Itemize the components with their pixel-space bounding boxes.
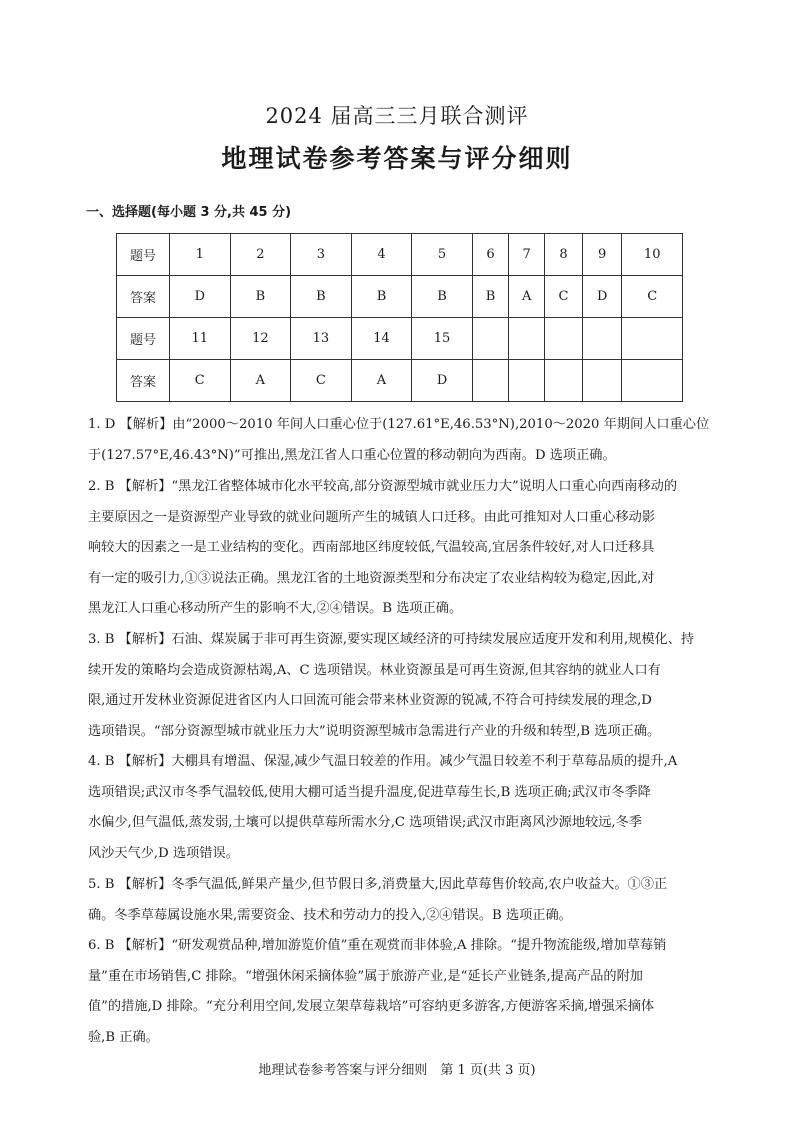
table-cell: 6 bbox=[472, 234, 508, 276]
explanation-line: 于(127.57°E,46.43°N)”可推出,黑龙江省人口重心位置的移动朝向为西南。D 选项正确。 bbox=[88, 447, 616, 463]
table-cell: B bbox=[351, 276, 412, 318]
table-cell bbox=[582, 360, 621, 402]
table-cell: D bbox=[170, 276, 231, 318]
explanation-line: 验,B 正确。 bbox=[88, 1029, 159, 1045]
explanation-2 bbox=[88, 472, 716, 625]
explanation-line: 确。冬季草莓属设施水果,需要资金、技术和劳动力的投入,②④错误。B 选项正确。 bbox=[88, 907, 572, 923]
explanation-line: 4. B 【解析】大棚具有增温、保湿,减少气温日较差的作用。减少气温日较差不利于草莓品质的提升,A bbox=[88, 754, 678, 769]
table-cell: D bbox=[582, 276, 621, 318]
explanation-6 bbox=[88, 931, 716, 1053]
explanation-line: 主要原因之一是资源型产业导致的就业问题所产生的城镇人口迁移。由此可推知对人口重心移动影 bbox=[88, 509, 656, 525]
document-title: 地理试卷参考答案与评分细则 bbox=[221, 144, 573, 173]
explanation-line: 值”的措施,D 排除。“充分利用空间,发展立架草莓栽培”可容纳更多游客,方便游客采摘,增强采摘体 bbox=[88, 999, 655, 1015]
table-cell bbox=[622, 318, 683, 360]
page-footer: 地理试卷参考答案与评分细则 第 1 页(共 3 页) bbox=[258, 1063, 536, 1078]
table-cell: 7 bbox=[509, 234, 545, 276]
table-cell: C bbox=[170, 360, 231, 402]
table-row-header: 答案 bbox=[117, 276, 170, 318]
table-cell: 10 bbox=[622, 234, 683, 276]
table-cell bbox=[472, 318, 508, 360]
table-cell bbox=[622, 360, 683, 402]
table-cell: 1 bbox=[170, 234, 231, 276]
table-cell: B bbox=[412, 276, 473, 318]
explanation-line: 黑龙江人口重心移动所产生的影响不大,②④错误。B 选项正确。 bbox=[88, 601, 463, 617]
explanation-line: 1. D 【解析】由“2000～2010 年间人口重心位于(127.61°E,46.53°N),2010～2020 年期间人口重心位 bbox=[88, 417, 710, 432]
table-cell: 12 bbox=[230, 318, 291, 360]
table-cell: C bbox=[291, 360, 352, 402]
explanation-line: 有一定的吸引力,①③说法正确。黑龙江省的土地资源类型和分布决定了农业结构较为稳定,因此,对 bbox=[88, 570, 655, 586]
explanation-line: 续开发的策略均会造成资源枯竭,A、C 选项错误。林业资源虽是可再生资源,但其容纳的就业人口有 bbox=[88, 662, 661, 678]
explanation-line: 5. B 【解析】冬季气温低,鲜果产量少,但节假日多,消费量大,因此草莓售价较高,农户收益大。①③正 bbox=[88, 877, 668, 892]
table-cell bbox=[582, 318, 621, 360]
table-cell bbox=[545, 360, 583, 402]
explanation-line: 2. B 【解析】“黑龙江省整体城市化水平较高,部分资源型城市就业压力大”说明人口重心向西南移动的 bbox=[88, 479, 678, 494]
explanation-line: 限,通过开发林业资源促进省区内人口回流可能会带来林业资源的锐减,不符合可持续发展的理念,D bbox=[88, 693, 652, 709]
table-row-header: 答案 bbox=[117, 360, 170, 402]
table-row bbox=[117, 318, 683, 360]
explanation-line: 3. B 【解析】石油、煤炭属于非可再生资源,要实现区域经济的可持续发展应适度开发和利用,规模化、持 bbox=[88, 632, 695, 647]
table-cell: A bbox=[351, 360, 412, 402]
table-cell: C bbox=[622, 276, 683, 318]
table-cell bbox=[509, 318, 545, 360]
table-cell: 3 bbox=[291, 234, 352, 276]
table-cell: B bbox=[291, 276, 352, 318]
table-cell: 14 bbox=[351, 318, 412, 360]
table-cell: B bbox=[472, 276, 508, 318]
table-row bbox=[117, 360, 683, 402]
table-cell: A bbox=[230, 360, 291, 402]
table-cell: B bbox=[230, 276, 291, 318]
table-cell: 9 bbox=[582, 234, 621, 276]
table-cell bbox=[545, 318, 583, 360]
answer-table bbox=[116, 233, 683, 402]
table-cell bbox=[509, 360, 545, 402]
explanation-line: 量”重在市场销售,C 排除。“增强休闲采摘体验”属于旅游产业,是“延长产业链条,提高产品的附加 bbox=[88, 968, 643, 984]
table-cell: 4 bbox=[351, 234, 412, 276]
table-cell: 13 bbox=[291, 318, 352, 360]
table-cell: 5 bbox=[412, 234, 473, 276]
explanation-line: 选项错误;武汉市冬季气温较低,使用大棚可适当提升温度,促进草莓生长,B 选项正确;武汉市冬季降 bbox=[88, 784, 651, 800]
table-cell: 15 bbox=[412, 318, 473, 360]
table-row-header: 题号 bbox=[117, 234, 170, 276]
section-heading: 一、选择题(每小题 3 分,共 45 分) bbox=[86, 205, 292, 220]
explanation-line: 6. B 【解析】“研发观赏品种,增加游览价值”重在观赏而非体验,A 排除。“提升物流能级,增加草莓销 bbox=[88, 938, 667, 953]
explanation-line: 风沙天气少,D 选项错误。 bbox=[88, 845, 239, 861]
table-row bbox=[117, 234, 683, 276]
table-cell: D bbox=[412, 360, 473, 402]
table-cell: 2 bbox=[230, 234, 291, 276]
table-cell: 11 bbox=[170, 318, 231, 360]
table-row bbox=[117, 276, 683, 318]
explanation-5 bbox=[88, 870, 716, 931]
table-cell: C bbox=[545, 276, 583, 318]
explanation-1 bbox=[88, 410, 716, 471]
explanation-3 bbox=[88, 625, 716, 747]
explanation-line: 水偏少,但气温低,蒸发弱,土壤可以提供草莓所需水分,C 选项错误;武汉市距离风沙源地较远,冬季 bbox=[88, 815, 642, 831]
table-cell: A bbox=[509, 276, 545, 318]
table-row-header: 题号 bbox=[117, 318, 170, 360]
explanation-4 bbox=[88, 747, 716, 869]
table-cell bbox=[472, 360, 508, 402]
table-cell: 8 bbox=[545, 234, 583, 276]
explanation-line: 响较大的因素之一是工业结构的变化。西南部地区纬度较低,气温较高,宜居条件较好,对人口迁移具 bbox=[88, 540, 655, 556]
explanation-line: 选项错误。“部分资源型城市就业压力大”说明资源型城市急需进行产业的升级和转型,B 选项正确。 bbox=[88, 723, 661, 739]
exam-title: 2024 届高三三月联合测评 bbox=[265, 104, 529, 128]
